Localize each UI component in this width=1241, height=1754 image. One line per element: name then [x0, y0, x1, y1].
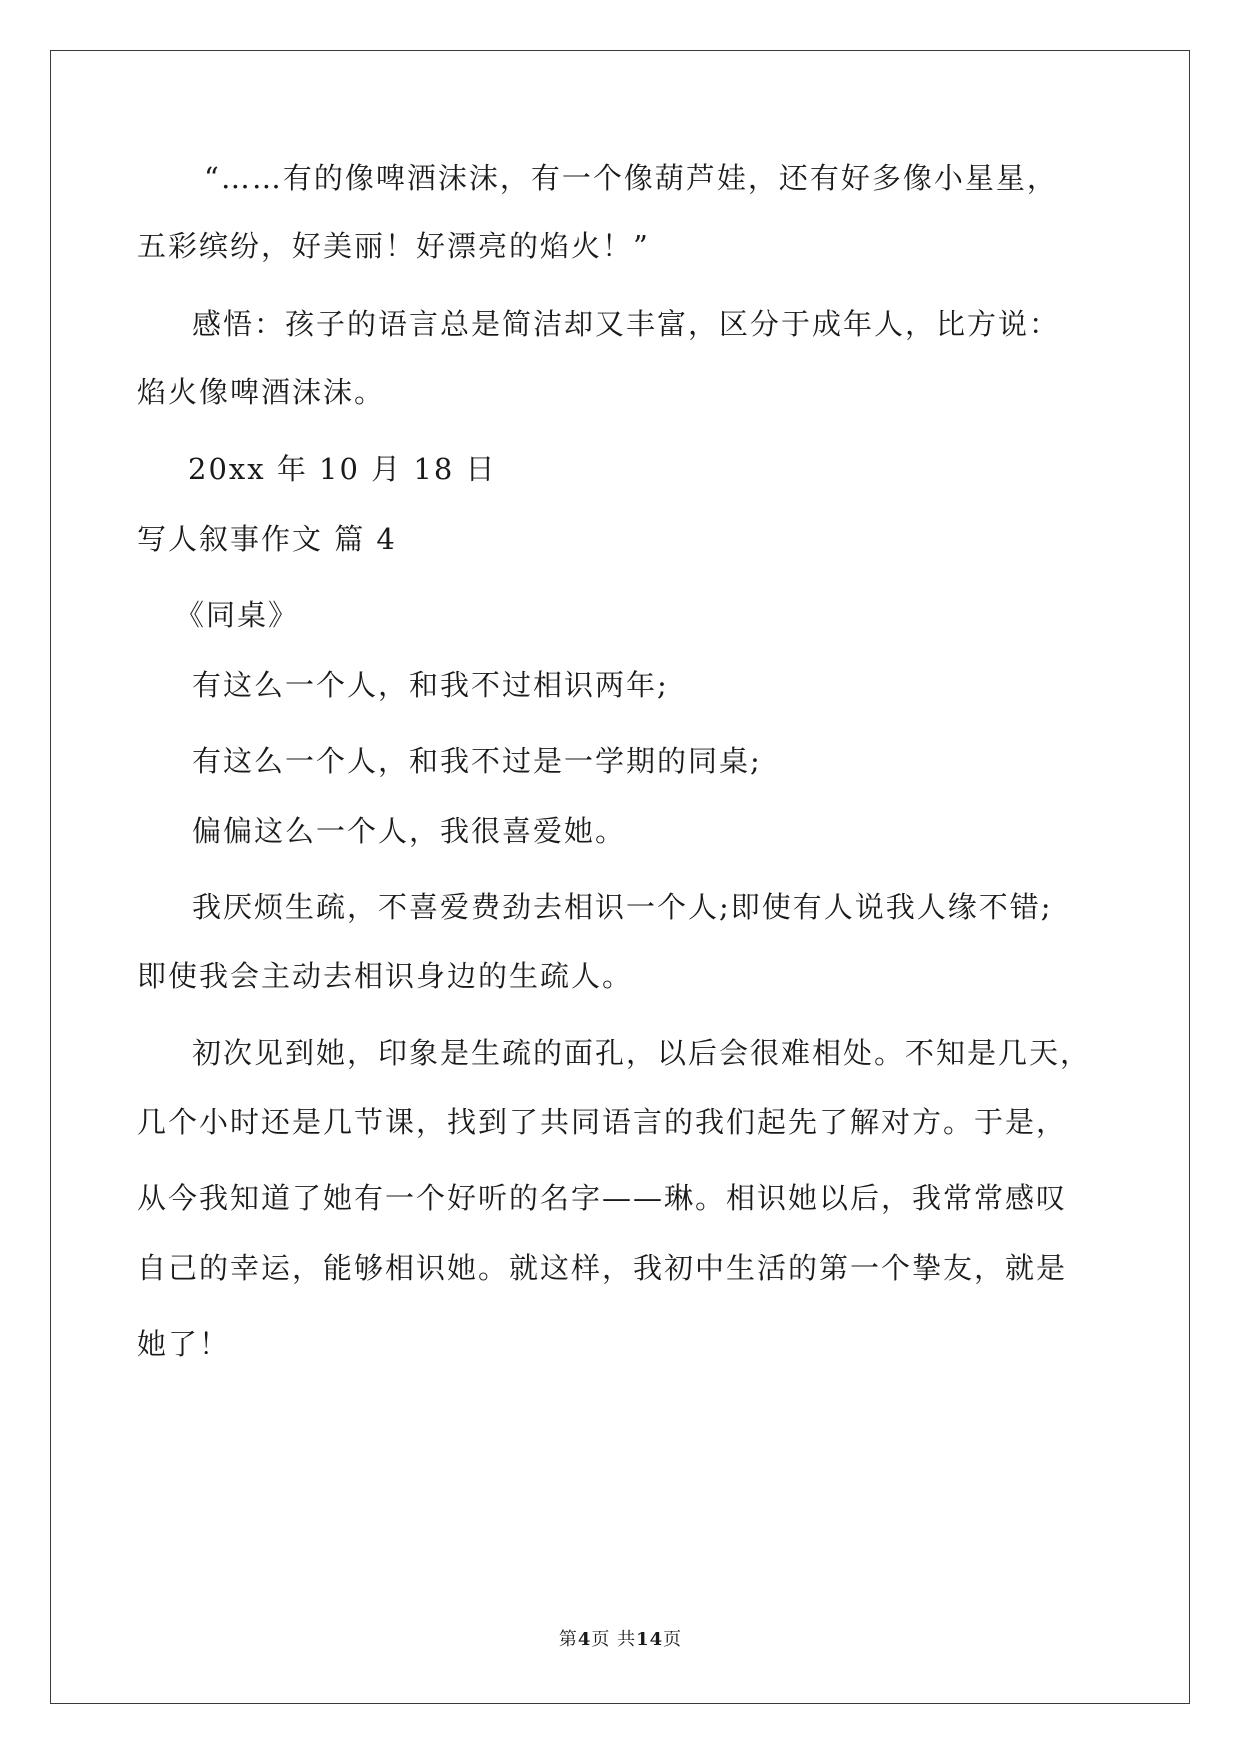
body-line: 我厌烦生疏，不喜爱费劲去相识一个人;即使有人说我人缘不错; [192, 890, 1053, 924]
body-line: 从今我知道了她有一个好听的名字——琳。相识她以后，我常常感叹 [137, 1181, 1068, 1215]
body-line: 有这么一个人，和我不过相识两年; [192, 668, 669, 702]
body-line: 即使我会主动去相识身边的生疏人。 [137, 959, 634, 993]
section-heading: 写人叙事作文 篇 4 [137, 522, 397, 556]
page-border [50, 50, 1190, 1704]
footer-suffix: 页 [663, 1629, 683, 1650]
body-line: 感悟：孩子的语言总是简洁却又丰富，区分于成年人，比方说： [192, 307, 1061, 341]
footer-mid: 页 共 [591, 1629, 637, 1650]
body-line: 五彩缤纷，好美丽！好漂亮的焰火！” [137, 229, 650, 263]
body-line: 焰火像啤酒沫沫。 [137, 375, 386, 409]
date-line: 20xx 年 10 月 18 日 [188, 452, 497, 486]
body-line: 几个小时还是几节课，找到了共同语言的我们起先了解对方。于是， [137, 1105, 1068, 1139]
essay-title: 《同桌》 [175, 598, 300, 632]
footer-prefix: 第 [558, 1629, 578, 1650]
body-line: “……有的像啤酒沫沫，有一个像葫芦娃，还有好多像小星星， [204, 161, 1058, 195]
body-line: 她了！ [137, 1327, 231, 1361]
body-line: 自己的幸运，能够相识她。就这样，我初中生活的第一个挚友，就是 [137, 1251, 1068, 1285]
total-page-count: 14 [636, 1629, 664, 1650]
body-line: 初次见到她，印象是生疏的面孔，以后会很难相处。不知是几天， [192, 1036, 1092, 1070]
body-line: 偏偏这么一个人，我很喜爱她。 [192, 814, 627, 848]
body-line: 有这么一个人，和我不过是一学期的同桌; [192, 744, 762, 778]
page-footer [0, 1628, 1241, 1652]
current-page-number: 4 [577, 1629, 592, 1650]
